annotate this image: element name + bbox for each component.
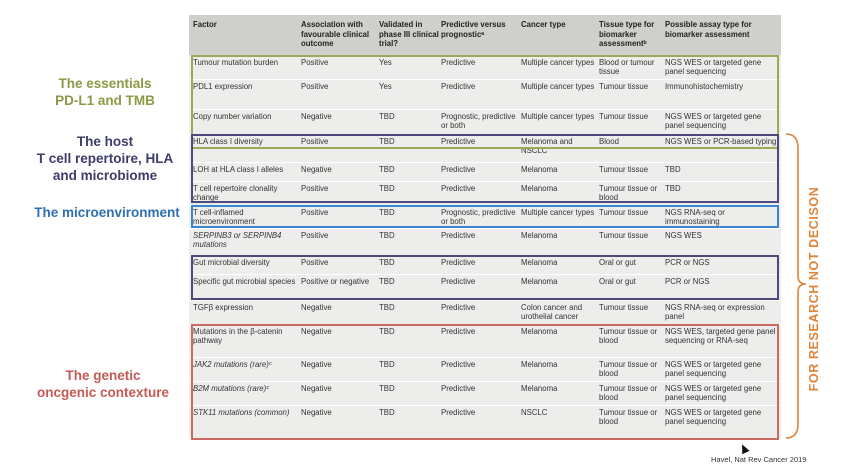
cell-assoc: Negative (301, 384, 332, 393)
cell-tissue: Tumour tissue (599, 208, 649, 217)
cell-assay: PCR or NGS (665, 258, 710, 267)
header-predictive: Predictive versus prognosticᵃ (441, 20, 506, 39)
cell-cancer: Melanoma (521, 231, 558, 240)
cell-pred: Predictive (441, 58, 476, 67)
cell-tissue: Blood or tumour tissue (599, 58, 655, 77)
cell-assay: NGS WES or PCR-based typing (665, 137, 777, 146)
label-microenvironment: The microenvironment (34, 205, 180, 220)
cell-validated: Yes (379, 82, 392, 91)
cell-validated: TBD (379, 258, 395, 267)
research-label-text: FOR RESEARCH NOT DECISON (807, 186, 821, 392)
cell-validated: TBD (379, 112, 395, 121)
cell-assoc: Positive (301, 258, 329, 267)
cell-assay: PCR or NGS (665, 277, 710, 286)
cell-pred: Prognostic, predictive or both (441, 112, 516, 131)
cell-validated: TBD (379, 303, 395, 312)
label-host-line2: T cell repertoire, HLA (36, 151, 174, 166)
cell-validated: TBD (379, 408, 395, 417)
cell-assay: NGS RNA-seq or immunostaining (665, 208, 725, 227)
cell-cancer: Multiple cancer types (521, 208, 595, 217)
label-host-line1: The host (76, 134, 134, 149)
cell-pred: Predictive (441, 277, 476, 286)
cell-pred: Predictive (441, 384, 476, 393)
cell-assoc: Negative (301, 360, 332, 369)
cell-assay: NGS WES or targeted gene panel sequencing (665, 408, 762, 427)
cell-validated: TBD (379, 384, 395, 393)
header-assay-type: Possible assay type for biomarker assessment (665, 20, 752, 39)
cell-tissue: Oral or gut (599, 277, 636, 286)
cell-cancer: Melanoma (521, 327, 558, 336)
cell-pred: Predictive (441, 258, 476, 267)
cell-factor: Mutations in the β-catenin pathway (193, 327, 283, 346)
cell-factor: Gut microbial diversity (193, 258, 270, 267)
label-genetic-line2: oncgenic contexture (36, 385, 170, 400)
cell-factor: JAK2 mutations (rare)ᶜ (193, 360, 272, 369)
cell-assoc: Positive (301, 137, 329, 146)
cell-cancer: Melanoma (521, 360, 558, 369)
cell-tissue: Oral or gut (599, 258, 636, 267)
research-label (795, 140, 833, 438)
cell-validated: Yes (379, 58, 392, 67)
cell-assoc: Positive (301, 184, 329, 193)
cell-assay: NGS WES (665, 231, 702, 240)
cell-validated: TBD (379, 165, 395, 174)
cell-assay: NGS RNA-seq or expression panel (665, 303, 765, 322)
cell-pred: Predictive (441, 303, 476, 312)
citation: Havel, Nat Rev Cancer 2019 (711, 455, 807, 464)
cell-tissue: Tumour tissue (599, 112, 649, 121)
cell-validated: TBD (379, 231, 395, 240)
cell-assoc: Negative (301, 303, 332, 312)
cell-assay: NGS WES or targeted gene panel sequencing (665, 360, 762, 379)
cell-assay: TBD (665, 165, 681, 174)
cell-tissue: Tumour tissue or blood (599, 360, 658, 379)
cell-assay: NGS WES or targeted gene panel sequencing (665, 112, 762, 131)
cell-factor: T cell-inflamed microenvironment (193, 208, 255, 227)
header-validated: Validated in phase III clinical trial? (379, 20, 439, 48)
cell-assoc: Positive (301, 231, 329, 240)
cell-assoc: Negative (301, 408, 332, 417)
label-essentials-line2: PD-L1 and TMB (55, 93, 155, 108)
header-tissue-type: Tissue type for biomarker assessmentᵇ (599, 20, 655, 48)
cell-cancer: Melanoma (521, 384, 558, 393)
cell-cancer: Melanoma and NSCLC (521, 137, 573, 156)
cell-tissue: Tumour tissue (599, 82, 649, 91)
cell-factor: T cell repertoire clonality change (193, 184, 278, 203)
cell-tissue: Tumour tissue or blood (599, 184, 658, 203)
cell-assay: NGS WES or targeted gene panel sequencing (665, 384, 762, 403)
cell-factor: HLA class I diversity (193, 137, 263, 146)
cell-pred: Predictive (441, 408, 476, 417)
cell-factor: STK11 mutations (common) (193, 408, 290, 417)
cell-cancer: Multiple cancer types (521, 82, 595, 91)
cell-pred: Predictive (441, 327, 476, 336)
cell-tissue: Tumour tissue or blood (599, 384, 658, 403)
cell-validated: TBD (379, 327, 395, 336)
label-essentials-line1: The essentials (58, 76, 152, 91)
cell-tissue: Blood (599, 137, 619, 146)
cell-assoc: Negative (301, 327, 332, 336)
cell-assoc: Positive or negative (301, 277, 370, 286)
cell-pred: Predictive (441, 231, 476, 240)
header-association: Association with favourable clinical outcome (301, 20, 370, 48)
cell-factor: SERPINB3 or SERPINB4 mutations (193, 231, 282, 250)
cell-factor: B2M mutations (rare)ᶜ (193, 384, 270, 393)
cell-assoc: Positive (301, 82, 329, 91)
cell-assoc: Positive (301, 208, 329, 217)
cell-pred: Predictive (441, 165, 476, 174)
cell-tissue: Tumour tissue (599, 165, 649, 174)
cell-factor: TGFβ expression (193, 303, 253, 312)
cell-cancer: Multiple cancer types (521, 112, 595, 121)
cell-factor: Tumour mutation burden (193, 58, 279, 67)
cell-validated: TBD (379, 184, 395, 193)
cell-pred: Predictive (441, 360, 476, 369)
cell-cancer: Melanoma (521, 184, 558, 193)
cell-pred: Predictive (441, 137, 476, 146)
cell-assay: NGS WES or targeted gene panel sequencing (665, 58, 762, 77)
cell-validated: TBD (379, 137, 395, 146)
cell-validated: TBD (379, 360, 395, 369)
cell-tissue: Tumour tissue (599, 303, 649, 312)
cell-tissue: Tumour tissue or blood (599, 327, 658, 346)
header-factor: Factor (193, 20, 217, 29)
cell-assoc: Positive (301, 58, 329, 67)
cell-tissue: Tumour tissue or blood (599, 408, 658, 427)
cell-cancer: Multiple cancer types (521, 58, 595, 67)
cell-factor: LOH at HLA class I alleles (193, 165, 284, 174)
cell-assoc: Negative (301, 165, 332, 174)
cell-validated: TBD (379, 208, 395, 217)
cell-tissue: Tumour tissue (599, 231, 649, 240)
cell-cancer: Colon cancer and urothelial cancer (521, 303, 583, 322)
header-cancer-type: Cancer type (521, 20, 566, 29)
cell-validated: TBD (379, 277, 395, 286)
cell-assoc: Negative (301, 112, 332, 121)
cell-assay: Immunohistochemistry (665, 82, 743, 91)
cell-pred: Prognostic, predictive or both (441, 208, 516, 227)
cell-factor: Specific gut microbial species (193, 277, 296, 286)
cell-assay: NGS WES, targeted gene panel sequencing or RNA-seq (665, 327, 776, 346)
cell-factor: PDL1 expression (193, 82, 253, 91)
cell-cancer: NSCLC (521, 408, 548, 417)
cell-pred: Predictive (441, 82, 476, 91)
cell-pred: Predictive (441, 184, 476, 193)
label-genetic-line1: The genetic (65, 368, 141, 383)
cell-factor: Copy number variation (193, 112, 272, 121)
cell-cancer: Melanoma (521, 277, 558, 286)
cell-assay: TBD (665, 184, 681, 193)
cell-cancer: Melanoma (521, 165, 558, 174)
label-host-line3: and microbiome (52, 168, 158, 183)
cell-cancer: Melanoma (521, 258, 558, 267)
